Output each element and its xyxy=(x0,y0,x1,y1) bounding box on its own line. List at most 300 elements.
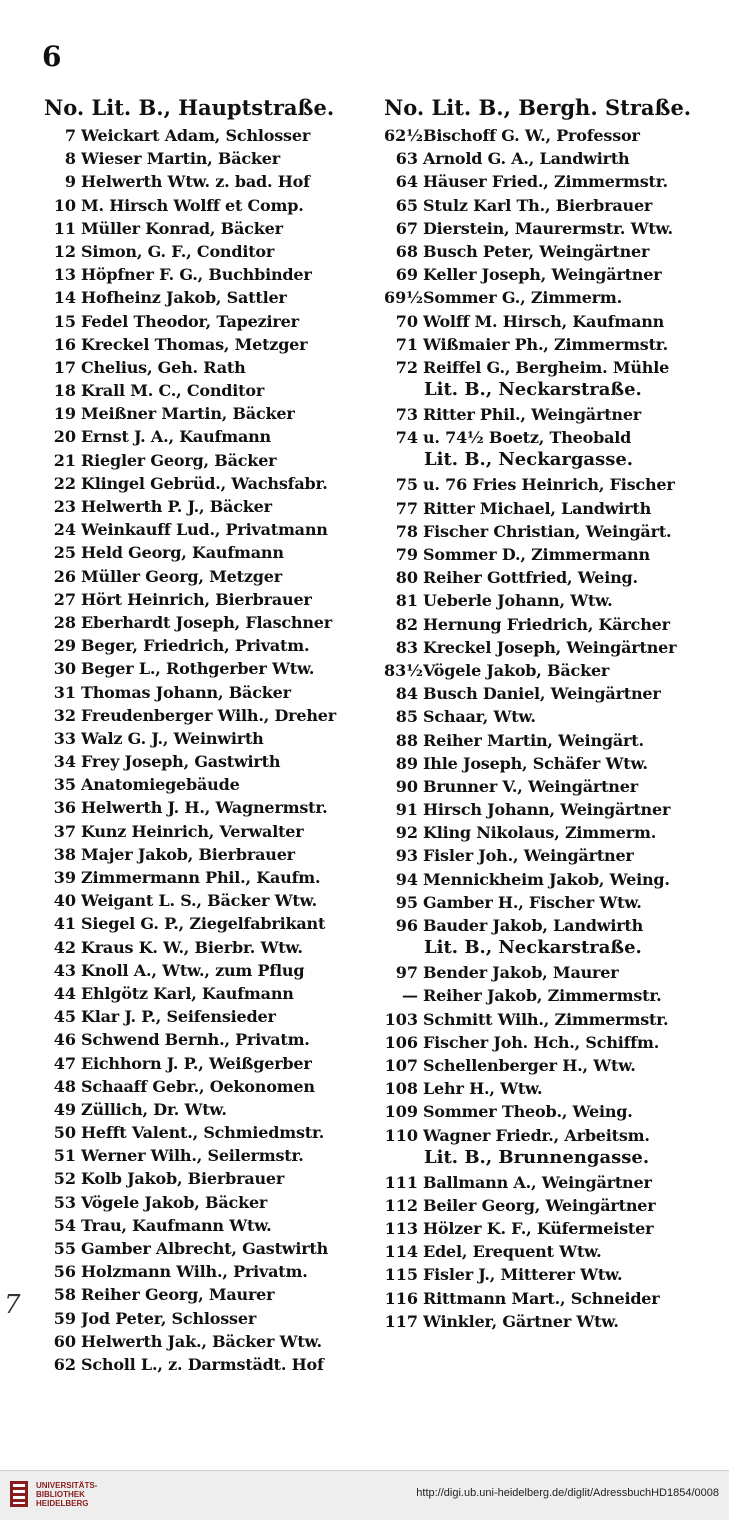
house-number: 62 xyxy=(53,1354,76,1374)
resident-entry: Hölzer K. F., Küfermeister xyxy=(423,1219,654,1239)
resident-entry: u. 74½ Boetz, Theobald xyxy=(423,428,632,448)
house-number: 26 xyxy=(53,566,76,586)
list-item xyxy=(384,147,704,170)
list-item xyxy=(384,1031,704,1054)
list-item xyxy=(384,705,704,728)
resident-entry: Walz G. J., Weinwirth xyxy=(81,728,264,748)
resident-entry: Vögele Jakob, Bäcker xyxy=(423,660,610,680)
house-number: 32 xyxy=(53,705,76,725)
list-item xyxy=(44,611,364,634)
resident-entry: Müller Georg, Metzger xyxy=(81,566,282,586)
house-number: 84 xyxy=(395,684,418,704)
list-item xyxy=(44,1214,364,1237)
house-number: 37 xyxy=(53,821,76,841)
list-item xyxy=(44,1005,364,1028)
resident-entry: Hernung Friedrich, Kärcher xyxy=(423,614,670,634)
list-item xyxy=(384,1287,704,1310)
house-number: 39 xyxy=(53,868,76,887)
resident-entry: Trau, Kaufmann Wtw. xyxy=(81,1215,272,1235)
house-number: 24 xyxy=(53,520,76,540)
list-item xyxy=(384,775,704,798)
list-item xyxy=(44,286,364,309)
resident-entry: Frey Joseph, Gastwirth xyxy=(81,752,281,772)
list-item xyxy=(44,866,364,889)
list-item xyxy=(44,657,364,680)
resident-entry: Lehr H., Wtw. xyxy=(423,1079,543,1099)
list-item xyxy=(44,425,364,448)
list-item xyxy=(384,914,704,937)
house-number: 44 xyxy=(53,983,76,1003)
list-item xyxy=(384,333,704,356)
list-item xyxy=(384,659,704,682)
house-number: 64 xyxy=(395,172,418,192)
resident-entry: Fischer Joh. Hch., Schiffm. xyxy=(423,1032,660,1052)
house-number: 91 xyxy=(395,800,418,820)
resident-entry: Eichhorn J. P., Weißgerber xyxy=(81,1053,312,1073)
house-number: 107 xyxy=(384,1055,418,1075)
list-item xyxy=(44,936,364,959)
house-number: 75 xyxy=(395,475,418,495)
house-number: 7 xyxy=(64,126,76,145)
house-number: 22 xyxy=(53,473,76,493)
house-number: 51 xyxy=(53,1146,76,1166)
list-item xyxy=(384,1263,704,1286)
margin-mark: 7 xyxy=(4,1290,21,1320)
resident-entry: Schaar, Wtw. xyxy=(423,707,536,727)
house-number: 35 xyxy=(53,775,76,795)
resident-entry: Thomas Johann, Bäcker xyxy=(81,682,291,702)
house-number: 116 xyxy=(384,1288,418,1308)
resident-entry: Simon, G. F., Conditor xyxy=(81,241,275,261)
list-item xyxy=(384,1100,704,1123)
list-item xyxy=(384,566,704,589)
resident-entry: u. 76 Fries Heinrich, Fischer xyxy=(423,475,675,495)
house-number: 65 xyxy=(395,195,418,215)
house-number: 74 xyxy=(395,428,418,448)
house-number: 52 xyxy=(53,1169,76,1189)
list-item xyxy=(44,1075,364,1098)
source-url-link[interactable]: http://digi.ub.uni-heidelberg.de/diglit/AdressbuchHD1854/0008 xyxy=(416,1487,719,1499)
house-number: 12 xyxy=(53,241,76,261)
resident-entry: Fisler Joh., Weingärtner xyxy=(423,846,634,866)
resident-entry: Kreckel Thomas, Metzger xyxy=(81,334,308,354)
resident-entry: Hofheinz Jakob, Sattler xyxy=(81,288,287,308)
resident-entry: Schaaff Gebr., Oekonomen xyxy=(81,1076,315,1096)
resident-entry: Bauder Jakob, Landwirth xyxy=(423,916,644,935)
list-item xyxy=(384,1194,704,1217)
house-number: 67 xyxy=(395,218,418,238)
house-number: 17 xyxy=(53,357,76,377)
house-number: 62½ xyxy=(384,126,423,145)
list-item xyxy=(384,1077,704,1100)
list-item xyxy=(44,773,364,796)
house-number: 10 xyxy=(53,195,76,215)
list-item xyxy=(44,1330,364,1353)
resident-entry: Weinkauff Lud., Privatmann xyxy=(81,520,328,540)
resident-entry: Sommer Theob., Weing. xyxy=(423,1102,633,1122)
house-number: 92 xyxy=(395,823,418,843)
list-item xyxy=(44,240,364,263)
house-number: 34 xyxy=(53,752,76,772)
list-item xyxy=(44,449,364,472)
list-item xyxy=(384,821,704,844)
resident-entry: Chelius, Geh. Rath xyxy=(81,357,246,377)
house-number: 108 xyxy=(384,1079,418,1099)
house-number: 70 xyxy=(395,311,418,331)
list-item xyxy=(384,961,704,984)
house-number: 16 xyxy=(53,334,76,354)
resident-entry: Ernst J. A., Kaufmann xyxy=(81,427,271,447)
list-item xyxy=(44,796,364,819)
resident-entry: Majer Jakob, Bierbrauer xyxy=(81,844,295,864)
resident-entry: Beger L., Rothgerber Wtw. xyxy=(81,659,315,679)
list-item xyxy=(44,1260,364,1283)
house-number: 14 xyxy=(53,288,76,308)
list-item xyxy=(44,1307,364,1330)
resident-entry: Gamber H., Fischer Wtw. xyxy=(423,892,642,912)
house-number: 31 xyxy=(53,682,76,702)
resident-entry: Busch Daniel, Weingärtner xyxy=(423,684,661,704)
section-heading: Lit. B., Brunnengasse. xyxy=(424,1146,650,1168)
list-item xyxy=(44,1167,364,1190)
house-number: 18 xyxy=(53,381,76,401)
resident-entry: Eberhardt Joseph, Flaschner xyxy=(81,612,332,632)
list-item xyxy=(44,1028,364,1051)
resident-entry: Siegel G. P., Ziegelfabrikant xyxy=(81,914,326,934)
list-item xyxy=(44,1237,364,1260)
resident-entry: Ehlgötz Karl, Kaufmann xyxy=(81,983,294,1003)
house-number: 114 xyxy=(384,1242,418,1262)
resident-entry: Höpfner F. G., Buchbinder xyxy=(81,265,312,285)
resident-entry: Anatomiegebäude xyxy=(81,775,240,795)
resident-entry: M. Hirsch Wolff et Comp. xyxy=(81,195,304,215)
list-item xyxy=(384,1171,704,1194)
logo-line-3: HEIDELBERG xyxy=(36,1498,89,1508)
resident-entry: Hirsch Johann, Weingärtner xyxy=(423,800,671,820)
resident-entry: Häuser Fried., Zimmermstr. xyxy=(423,172,668,192)
resident-entry: Fisler J., Mitterer Wtw. xyxy=(423,1265,623,1285)
list-item xyxy=(384,1217,704,1240)
house-number: 69 xyxy=(395,265,418,285)
list-item xyxy=(44,356,364,379)
house-number: 29 xyxy=(53,636,76,656)
resident-entry: Helwerth Wtw. z. bad. Hof xyxy=(81,172,310,192)
resident-entry: Kraus K. W., Bierbr. Wtw. xyxy=(81,937,303,957)
list-item xyxy=(384,1054,704,1077)
resident-entry: Hefft Valent., Schmiedmstr. xyxy=(81,1123,325,1143)
column-heading: No. Lit. B., Hauptstraße. xyxy=(44,95,335,120)
house-number: 89 xyxy=(395,753,418,773)
list-item xyxy=(384,1240,704,1263)
list-item xyxy=(384,310,704,333)
list-item xyxy=(384,170,704,193)
house-number: 49 xyxy=(53,1099,76,1119)
house-number: 38 xyxy=(53,844,76,864)
resident-entry: Krall M. C., Conditor xyxy=(81,381,265,401)
house-number: 71 xyxy=(395,334,418,354)
list-item xyxy=(384,286,704,309)
directory-list xyxy=(44,124,364,1376)
list-item xyxy=(384,682,704,705)
list-item xyxy=(44,750,364,773)
resident-entry: Gamber Albrecht, Gastwirth xyxy=(81,1239,329,1258)
library-logo-icon xyxy=(8,1479,30,1509)
house-number: 63 xyxy=(395,149,418,169)
house-number: 46 xyxy=(53,1030,76,1050)
resident-entry: Jod Peter, Schlosser xyxy=(81,1308,257,1328)
house-number: 53 xyxy=(53,1192,76,1212)
house-number: 69½ xyxy=(384,288,423,308)
list-item xyxy=(44,843,364,866)
list-item xyxy=(44,1098,364,1121)
house-number: 78 xyxy=(395,521,418,541)
house-number: 83½ xyxy=(384,660,423,680)
house-number: 8 xyxy=(64,149,76,169)
logo-line-1: UNIVERSITÄTS- xyxy=(36,1480,98,1490)
house-number: 48 xyxy=(53,1076,76,1096)
house-number: 33 xyxy=(53,728,76,748)
house-number: 36 xyxy=(53,798,76,818)
resident-entry: Werner Wilh., Seilermstr. xyxy=(81,1146,304,1166)
list-item xyxy=(44,1121,364,1144)
house-number: 55 xyxy=(53,1239,76,1258)
list-item xyxy=(44,912,364,935)
resident-entry: Helwerth Jak., Bäcker Wtw. xyxy=(81,1331,322,1351)
resident-entry: Schwend Bernh., Privatm. xyxy=(81,1030,310,1050)
resident-entry: Wieser Martin, Bäcker xyxy=(81,149,281,169)
resident-entry: Klingel Gebrüd., Wachsfabr. xyxy=(81,473,328,493)
resident-entry: Winkler, Gärtner Wtw. xyxy=(423,1311,619,1331)
house-number: 23 xyxy=(53,497,76,516)
list-item xyxy=(384,589,704,612)
list-item xyxy=(384,217,704,240)
resident-entry: Held Georg, Kaufmann xyxy=(81,543,284,563)
resident-entry: Ballmann A., Weingärtner xyxy=(423,1172,652,1192)
resident-entry: Stulz Karl Th., Bierbrauer xyxy=(423,195,653,215)
house-number: 68 xyxy=(395,241,418,261)
house-number: 21 xyxy=(53,450,76,470)
list-item xyxy=(44,518,364,541)
resident-entry: Knoll A., Wtw., zum Pflug xyxy=(81,960,305,980)
list-item xyxy=(44,588,364,611)
resident-entry: Kreckel Joseph, Weingärtner xyxy=(423,637,677,657)
list-item xyxy=(384,729,704,752)
section-heading: Lit. B., Neckarstraße. xyxy=(424,379,642,401)
resident-entry: Reiher Georg, Maurer xyxy=(81,1285,275,1305)
section-heading: No. Lit. B., Bergh. Straße. xyxy=(384,95,692,120)
house-number: 110 xyxy=(384,1125,418,1145)
list-item xyxy=(44,959,364,982)
resident-entry: Scholl L., z. Darmstädt. Hof xyxy=(81,1354,324,1374)
house-number: 85 xyxy=(395,707,418,727)
house-number: 42 xyxy=(53,937,76,957)
resident-entry: Reiher Martin, Weingärt. xyxy=(423,730,644,750)
house-number: 77 xyxy=(395,498,418,518)
section-heading: Lit. B., Neckarstraße. xyxy=(424,937,642,959)
house-number: — xyxy=(402,986,418,1006)
list-item xyxy=(384,473,704,496)
house-number: 25 xyxy=(53,543,76,563)
house-number: 115 xyxy=(384,1265,418,1285)
resident-entry: Meißner Martin, Bäcker xyxy=(81,404,295,424)
list-item xyxy=(44,634,364,657)
house-number: 96 xyxy=(395,916,418,935)
list-item xyxy=(384,844,704,867)
list-item xyxy=(44,333,364,356)
list-item xyxy=(44,541,364,564)
house-number: 9 xyxy=(64,172,76,192)
list-item xyxy=(44,1353,364,1376)
footer-bar xyxy=(0,1470,729,1520)
house-number: 54 xyxy=(53,1215,76,1235)
house-number: 56 xyxy=(53,1262,76,1282)
resident-entry: Weickart Adam, Schlosser xyxy=(81,126,311,145)
list-item xyxy=(44,727,364,750)
library-logo-text xyxy=(36,1481,97,1508)
house-number: 11 xyxy=(53,218,76,238)
resident-entry: Busch Peter, Weingärtner xyxy=(423,241,650,261)
list-item xyxy=(384,263,704,286)
house-number: 109 xyxy=(384,1102,418,1122)
house-number: 112 xyxy=(384,1195,418,1215)
resident-entry: Zimmermann Phil., Kaufm. xyxy=(81,868,321,887)
house-number: 28 xyxy=(53,612,76,632)
list-item xyxy=(384,636,704,659)
resident-entry: Beger, Friedrich, Privatm. xyxy=(81,636,310,656)
list-item xyxy=(44,704,364,727)
list-item xyxy=(384,124,704,147)
list-item xyxy=(384,194,704,217)
list-item xyxy=(384,240,704,263)
resident-entry: Klar J. P., Seifensieder xyxy=(81,1007,276,1027)
resident-entry: Reiffel G., Bergheim. Mühle xyxy=(423,357,670,377)
house-number: 19 xyxy=(53,404,76,424)
list-item xyxy=(384,752,704,775)
list-item xyxy=(384,1124,704,1147)
resident-entry: Ritter Phil., Weingärtner xyxy=(423,405,642,425)
resident-entry: Keller Joseph, Weingärtner xyxy=(423,265,662,285)
list-item xyxy=(44,147,364,170)
house-number: 13 xyxy=(53,265,76,285)
left-column xyxy=(44,96,364,1376)
house-number: 41 xyxy=(53,914,76,934)
house-number: 59 xyxy=(53,1308,76,1328)
section-heading: Lit. B., Neckargasse. xyxy=(424,449,634,471)
resident-entry: Kolb Jakob, Bierbrauer xyxy=(81,1169,285,1189)
resident-entry: Fedel Theodor, Tapezirer xyxy=(81,311,299,331)
resident-entry: Müller Konrad, Bäcker xyxy=(81,218,283,238)
resident-entry: Weigant L. S., Bäcker Wtw. xyxy=(81,891,317,911)
resident-entry: Schellenberger H., Wtw. xyxy=(423,1055,636,1075)
house-number: 113 xyxy=(384,1219,418,1239)
list-item xyxy=(44,1052,364,1075)
resident-entry: Brunner V., Weingärtner xyxy=(423,776,638,796)
resident-entry: Rittmann Mart., Schneider xyxy=(423,1288,660,1308)
resident-entry: Helwerth P. J., Bäcker xyxy=(81,497,272,516)
house-number: 40 xyxy=(53,891,76,911)
resident-entry: Helwerth J. H., Wagnermstr. xyxy=(81,798,328,818)
list-item xyxy=(384,613,704,636)
list-item xyxy=(44,472,364,495)
house-number: 111 xyxy=(384,1172,418,1192)
list-item xyxy=(44,379,364,402)
list-item xyxy=(384,403,704,426)
resident-entry: Arnold G. A., Landwirth xyxy=(423,149,630,169)
list-item xyxy=(44,565,364,588)
list-item xyxy=(384,1310,704,1333)
resident-entry: Mennickheim Jakob, Weing. xyxy=(423,869,670,889)
house-number: 60 xyxy=(53,1331,76,1351)
house-number: 103 xyxy=(384,1009,418,1029)
resident-entry: Edel, Erequent Wtw. xyxy=(423,1242,602,1262)
house-number: 80 xyxy=(395,568,418,588)
house-number: 20 xyxy=(53,427,76,447)
resident-entry: Riegler Georg, Bäcker xyxy=(81,450,277,470)
list-item xyxy=(384,984,704,1007)
resident-entry: Sommer D., Zimmermann xyxy=(423,545,650,564)
resident-entry: Wißmaier Ph., Zimmermstr. xyxy=(423,334,668,354)
list-item xyxy=(44,263,364,286)
resident-entry: Wagner Friedr., Arbeitsm. xyxy=(423,1125,650,1145)
resident-entry: Holzmann Wilh., Privatm. xyxy=(81,1262,308,1282)
resident-entry: Vögele Jakob, Bäcker xyxy=(81,1192,268,1212)
resident-entry: Kling Nikolaus, Zimmerm. xyxy=(423,823,657,843)
house-number: 94 xyxy=(395,869,418,889)
list-item xyxy=(384,426,704,449)
house-number: 47 xyxy=(53,1053,76,1073)
resident-entry: Züllich, Dr. Wtw. xyxy=(81,1099,227,1119)
list-item xyxy=(44,681,364,704)
library-logo[interactable] xyxy=(8,1479,97,1509)
list-item xyxy=(384,868,704,891)
house-number: 15 xyxy=(53,311,76,331)
house-number: 117 xyxy=(384,1311,418,1331)
list-item xyxy=(44,310,364,333)
house-number: 79 xyxy=(395,545,418,564)
list-item xyxy=(384,497,704,520)
resident-entry: Beiler Georg, Weingärtner xyxy=(423,1195,656,1215)
list-item xyxy=(44,217,364,240)
resident-entry: Bender Jakob, Maurer xyxy=(423,963,619,983)
house-number: 50 xyxy=(53,1123,76,1143)
house-number: 95 xyxy=(395,892,418,912)
list-item xyxy=(44,982,364,1005)
house-number: 27 xyxy=(53,589,76,609)
house-number: 81 xyxy=(395,591,418,611)
house-number: 82 xyxy=(395,614,418,634)
resident-entry: Wolff M. Hirsch, Kaufmann xyxy=(423,311,665,331)
house-number: 30 xyxy=(53,659,76,679)
house-number: 45 xyxy=(53,1007,76,1027)
house-number: 90 xyxy=(395,776,418,796)
house-number: 72 xyxy=(395,357,418,377)
resident-entry: Fischer Christian, Weingärt. xyxy=(423,521,672,541)
list-item xyxy=(44,194,364,217)
resident-entry: Freudenberger Wilh., Dreher xyxy=(81,705,336,725)
house-number: 83 xyxy=(395,637,418,657)
right-column xyxy=(384,96,704,1333)
list-item xyxy=(44,1191,364,1214)
list-item xyxy=(44,402,364,425)
list-item xyxy=(44,889,364,912)
house-number: 58 xyxy=(53,1285,76,1305)
resident-entry: Sommer G., Zimmerm. xyxy=(423,288,622,308)
page-number: 6 xyxy=(42,40,62,73)
list-item xyxy=(384,543,704,566)
house-number: 43 xyxy=(53,960,76,980)
resident-entry: Reiher Gottfried, Weing. xyxy=(423,568,638,588)
resident-entry: Ritter Michael, Landwirth xyxy=(423,498,652,518)
